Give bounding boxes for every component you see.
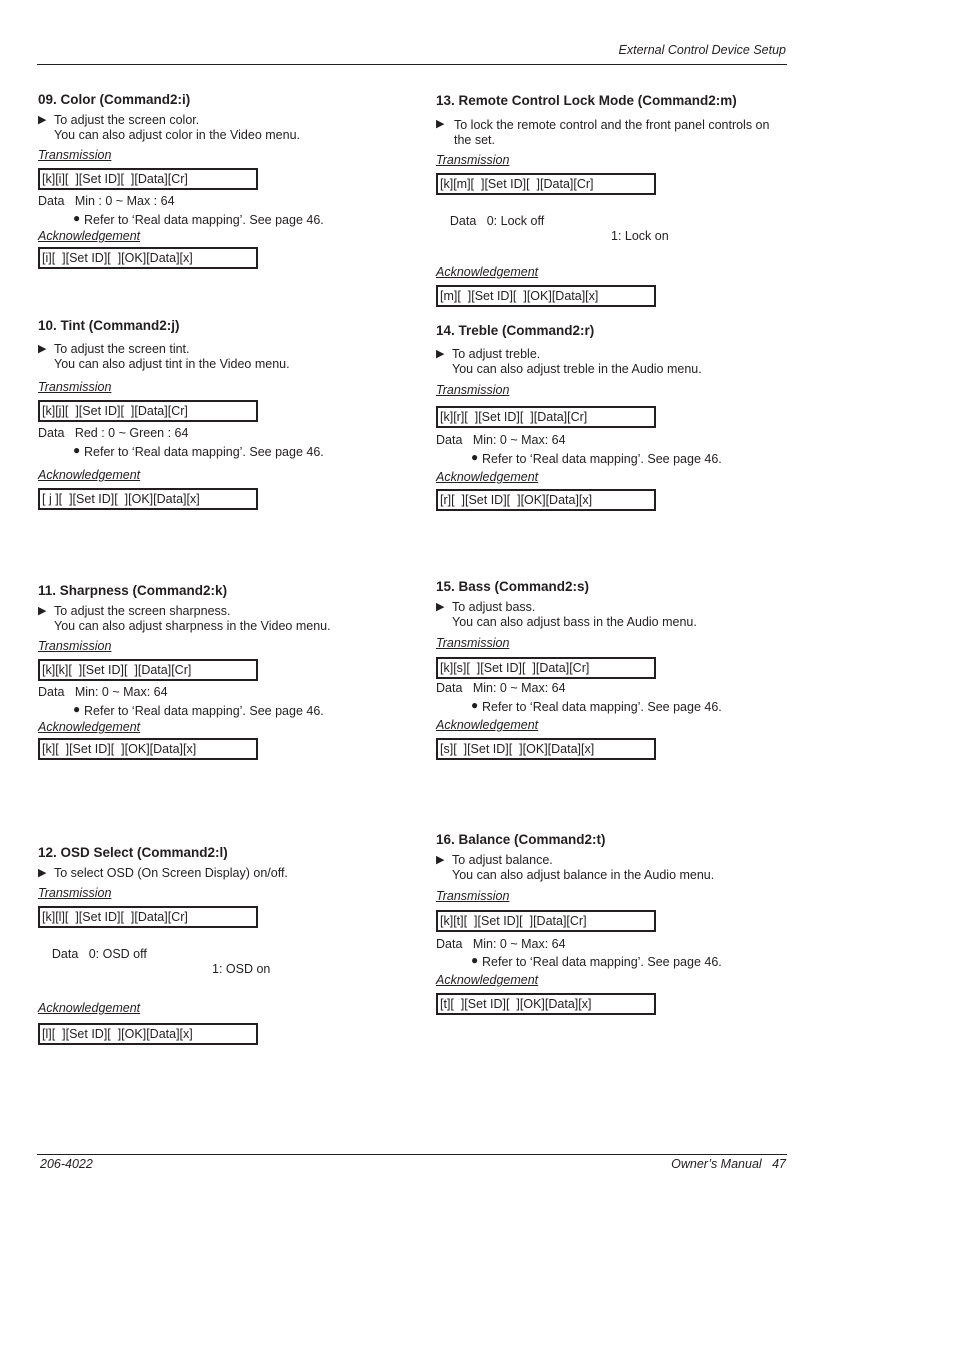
- ack-label: Acknowledgement: [436, 718, 539, 732]
- data-range: [436, 199, 796, 259]
- ack-label: Acknowledgement: [38, 720, 141, 734]
- footer-rule: [37, 1154, 787, 1155]
- data-left: Data 0: Lock off: [449, 214, 545, 228]
- transmission-label: Transmission: [38, 639, 112, 653]
- bullet-icon: ●: [73, 443, 81, 457]
- arrow-right-icon: ▶: [38, 605, 47, 617]
- transmission-label: Transmission: [436, 383, 510, 397]
- note: [38, 445, 398, 460]
- data-range: Data Min: 0 ~ Max: 64: [436, 681, 566, 695]
- section-title: 10. Tint (Command2:j): [38, 318, 180, 333]
- description-line: You can also adjust treble in the Audio menu.: [452, 362, 702, 376]
- description: [38, 604, 398, 634]
- data-range: Data Red : 0 ~ Green : 64: [38, 426, 189, 440]
- arrow-right-icon: ▶: [436, 118, 445, 130]
- data-range: Data Min : 0 ~ Max : 64: [38, 194, 175, 208]
- description: [436, 118, 785, 148]
- section-title: 15. Bass (Command2:s): [436, 579, 590, 594]
- transmission-label: Transmission: [436, 889, 510, 903]
- ack-label: Acknowledgement: [436, 265, 539, 279]
- section-remote-lock: [436, 93, 796, 307]
- arrow-right-icon: ▶: [436, 854, 445, 866]
- bullet-icon: ●: [471, 450, 479, 464]
- data-left: Data 0: OSD off: [51, 947, 147, 961]
- transmission-box: [k][l][ ][Set ID][ ][Data][Cr]: [38, 906, 258, 928]
- transmission-label: Transmission: [38, 886, 112, 900]
- note-text: Refer to ‘Real data mapping’. See page 46.: [84, 704, 324, 718]
- ack-label: Acknowledgement: [436, 470, 539, 484]
- note: [436, 700, 796, 715]
- data-range: Data Min: 0 ~ Max: 64: [436, 433, 566, 447]
- data-right: 1: OSD on: [212, 962, 271, 976]
- description: [436, 347, 796, 377]
- description: [38, 866, 398, 881]
- ack-label: Acknowledgement: [38, 1001, 141, 1015]
- transmission-box: [k][s][ ][Set ID][ ][Data][Cr]: [436, 657, 656, 679]
- section-title: 09. Color (Command2:i): [38, 92, 191, 107]
- section-osd-select: [38, 845, 398, 1045]
- footer-page: Owner’s Manual 47: [671, 1157, 786, 1171]
- transmission-box: [k][k][ ][Set ID][ ][Data][Cr]: [38, 659, 258, 681]
- description: [436, 853, 796, 883]
- ack-box: [m][ ][Set ID][ ][OK][Data][x]: [436, 285, 656, 307]
- transmission-box: [k][i][ ][Set ID][ ][Data][Cr]: [38, 168, 258, 190]
- header-title: External Control Device Setup: [618, 43, 786, 57]
- section-balance: [436, 832, 796, 1015]
- bullet-icon: ●: [73, 702, 81, 716]
- section-title: 12. OSD Select (Command2:l): [38, 845, 228, 860]
- note-text: Refer to ‘Real data mapping’. See page 46.: [84, 213, 324, 227]
- transmission-label: Transmission: [436, 636, 510, 650]
- ack-box: [ j ][ ][Set ID][ ][OK][Data][x]: [38, 488, 258, 510]
- ack-label: Acknowledgement: [436, 973, 539, 987]
- description-line: You can also adjust balance in the Audio menu.: [452, 868, 715, 882]
- section-title: 16. Balance (Command2:t): [436, 832, 606, 847]
- note-text: Refer to ‘Real data mapping’. See page 46.: [482, 955, 722, 969]
- arrow-right-icon: ▶: [38, 867, 47, 879]
- description-line: To adjust treble.: [452, 347, 541, 361]
- arrow-right-icon: ▶: [436, 348, 445, 360]
- description-line: To select OSD (On Screen Display) on/off.: [54, 866, 288, 880]
- section-title: 11. Sharpness (Command2:k): [38, 583, 228, 598]
- description: [436, 600, 796, 630]
- data-range: Data Min: 0 ~ Max: 64: [38, 685, 168, 699]
- section-title: 14. Treble (Command2:r): [436, 323, 595, 338]
- note-text: Refer to ‘Real data mapping’. See page 46.: [482, 700, 722, 714]
- section-sharpness: [38, 583, 398, 760]
- arrow-right-icon: ▶: [38, 114, 47, 126]
- description-line: You can also adjust bass in the Audio menu.: [452, 615, 697, 629]
- bullet-icon: ●: [471, 698, 479, 712]
- ack-box: [k][ ][Set ID][ ][OK][Data][x]: [38, 738, 258, 760]
- arrow-right-icon: ▶: [436, 601, 445, 613]
- data-right: 1: Lock on: [611, 229, 669, 243]
- note-text: Refer to ‘Real data mapping’. See page 46.: [84, 445, 324, 459]
- ack-box: [t][ ][Set ID][ ][OK][Data][x]: [436, 993, 656, 1015]
- ack-box: [i][ ][Set ID][ ][OK][Data][x]: [38, 247, 258, 269]
- data-range: Data Min: 0 ~ Max: 64: [436, 937, 566, 951]
- transmission-label: Transmission: [38, 148, 112, 162]
- ack-label: Acknowledgement: [38, 468, 141, 482]
- arrow-right-icon: ▶: [38, 343, 47, 355]
- description: [38, 342, 398, 372]
- header-rule: [37, 64, 787, 65]
- ack-box: [s][ ][Set ID][ ][OK][Data][x]: [436, 738, 656, 760]
- description-line: To adjust the screen tint.: [54, 342, 190, 356]
- section-treble: [436, 323, 796, 511]
- transmission-box: [k][r][ ][Set ID][ ][Data][Cr]: [436, 406, 656, 428]
- section-title: 13. Remote Control Lock Mode (Command2:m): [436, 93, 737, 108]
- description-line: You can also adjust tint in the Video menu.: [54, 357, 290, 371]
- description: [38, 113, 398, 143]
- transmission-label: Transmission: [436, 153, 510, 167]
- bullet-icon: ●: [73, 211, 81, 225]
- section-bass: [436, 579, 796, 760]
- note: [38, 213, 398, 228]
- description-line: You can also adjust color in the Video menu.: [54, 128, 301, 142]
- note-text: Refer to ‘Real data mapping’. See page 46.: [482, 452, 722, 466]
- ack-box: [l][ ][Set ID][ ][OK][Data][x]: [38, 1023, 258, 1045]
- transmission-box: [k][t][ ][Set ID][ ][Data][Cr]: [436, 910, 656, 932]
- note: [436, 955, 796, 970]
- description-line: To adjust balance.: [452, 853, 553, 867]
- section-tint: [38, 318, 398, 510]
- transmission-box: [k][j][ ][Set ID][ ][Data][Cr]: [38, 400, 258, 422]
- section-color: [38, 92, 398, 269]
- footer-doc-number: 206-4022: [40, 1157, 93, 1171]
- description-line: To adjust the screen sharpness.: [54, 604, 231, 618]
- note: [436, 452, 796, 467]
- transmission-box: [k][m][ ][Set ID][ ][Data][Cr]: [436, 173, 656, 195]
- description-line: You can also adjust sharpness in the Video menu.: [54, 619, 331, 633]
- description-line: To lock the remote control and the front panel controls on the set.: [454, 118, 770, 147]
- ack-label: Acknowledgement: [38, 229, 141, 243]
- note: [38, 704, 398, 719]
- description-line: To adjust bass.: [452, 600, 536, 614]
- bullet-icon: ●: [471, 953, 479, 967]
- data-range: [38, 932, 398, 992]
- transmission-label: Transmission: [38, 380, 112, 394]
- description-line: To adjust the screen color.: [54, 113, 200, 127]
- ack-box: [r][ ][Set ID][ ][OK][Data][x]: [436, 489, 656, 511]
